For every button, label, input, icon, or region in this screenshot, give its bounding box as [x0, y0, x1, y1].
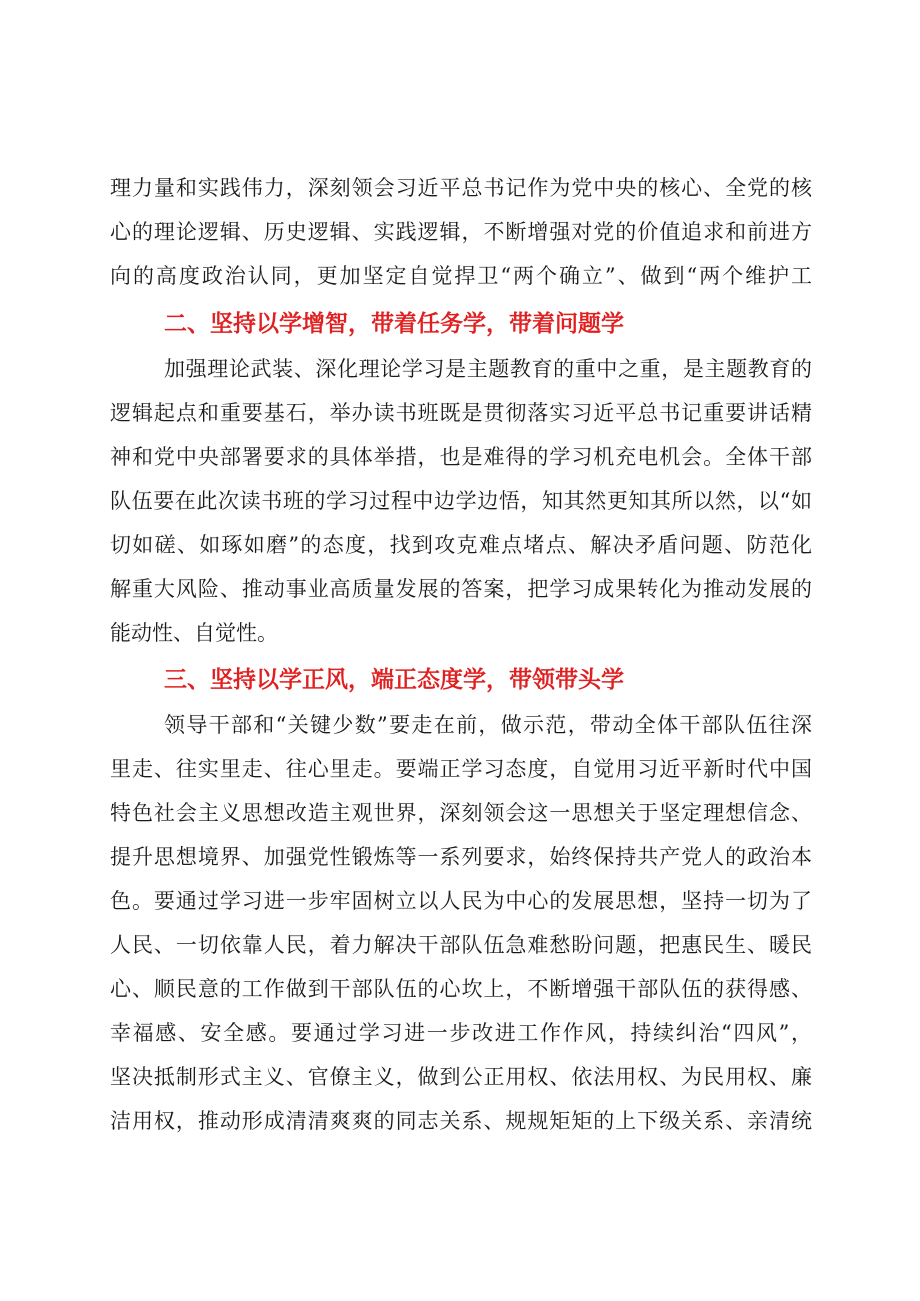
- paragraph-line: 提升思想境界、加强党性锻炼等一系列要求，始终保持共产党人的政治本: [110, 845, 812, 869]
- paragraph-line: 领导干部和“关键少数”要走在前，做示范，带动全体干部队伍往深: [164, 713, 812, 737]
- paragraph-line: 色。要通过学习进一步牢固树立以人民为中心的发展思想，坚持一切为了: [110, 889, 812, 913]
- paragraph-line: 心的理论逻辑、历史逻辑、实践逻辑，不断增强对党的价值追求和前进方: [110, 220, 812, 244]
- paragraph-line: 坚决抵制形式主义、官僚主义，做到公正用权、依法用权、为民用权、廉: [110, 1065, 812, 1089]
- paragraph-line: 向的高度政治认同，更加坚定自觉捍卫“两个确立”、做到“两个维护工: [110, 264, 812, 288]
- paragraph-line: 逻辑起点和重要基石，举办读书班既是贯彻落实习近平总书记重要讲话精: [110, 401, 812, 425]
- paragraph-line: 切如磋、如琢如磨”的态度，找到攻克难点堵点、解决矛盾问题、防范化: [110, 533, 812, 557]
- paragraph-line: 神和党中央部署要求的具体举措，也是难得的学习机充电机会。全体干部: [110, 445, 812, 469]
- paragraph-line: 洁用权，推动形成清清爽爽的同志关系、规规矩矩的上下级关系、亲清统: [110, 1109, 812, 1133]
- paragraph-line: 人民、一切依靠人民，着力解决干部队伍急难愁盼问题，把惠民生、暖民: [110, 933, 812, 957]
- paragraph-line: 能动性、自觉性。: [110, 621, 278, 645]
- paragraph-line: 里走、往实里走、往心里走。要端正学习态度，自觉用习近平新时代中国: [110, 757, 812, 781]
- paragraph-line: 特色社会主义思想改造主观世界，深刻领会这一思想关于坚定理想信念、: [110, 801, 812, 825]
- paragraph-line: 加强理论武装、深化理论学习是主题教育的重中之重，是主题教育的: [164, 357, 812, 381]
- paragraph-line: 幸福感、安全感。要通过学习进一步改进工作作风，持续纠治“四风”，: [110, 1021, 812, 1045]
- paragraph-line: 队伍要在此次读书班的学习过程中边学边悟，知其然更知其所以然，以“如: [110, 489, 812, 513]
- paragraph-line: 解重大风险、推动事业高质量发展的答案，把学习成果转化为推动发展的: [110, 577, 812, 601]
- paragraph-line: 理力量和实践伟力，深刻领会习近平总书记作为党中央的核心、全党的核: [110, 176, 812, 200]
- section-heading-2: 二、坚持以学增智，带着任务学，带着问题学: [164, 311, 624, 337]
- paragraph-line: 心、顺民意的工作做到干部队伍的心坎上，不断增强干部队伍的获得感、: [110, 977, 812, 1001]
- section-heading-3: 三、坚持以学正风，端正态度学，带领带头学: [164, 667, 624, 693]
